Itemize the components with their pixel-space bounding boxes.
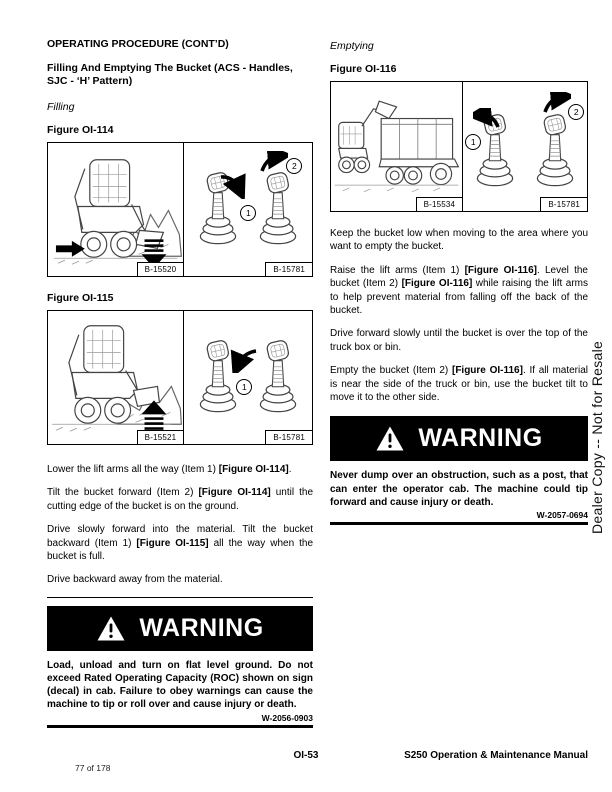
footer-page-count: 77 of 178 <box>75 763 111 773</box>
figure-oi115-joystick-panel <box>183 311 312 444</box>
warning-text: Never dump over an obstruction, such as a post, that can enter the operator cab. The machine could tip forward and cause injury or death. <box>330 470 588 508</box>
loader-digging-illustration <box>48 143 183 276</box>
figure-oi116-photo-panel <box>331 82 462 211</box>
figure-oi116-joystick-panel <box>462 82 587 211</box>
divider-line-thick <box>47 725 313 728</box>
warning-banner <box>47 606 313 651</box>
instruction-paragraph: Drive backward away from the material. <box>47 574 223 586</box>
emptying-instructions <box>330 227 588 404</box>
tilt-forward-arrow-icon <box>218 173 248 199</box>
level-bucket-arrow-icon <box>541 92 571 118</box>
dealer-copy-watermark: Dealer Copy -- Not for Resale <box>589 340 605 534</box>
divider-line <box>47 597 313 598</box>
warning-text: Load, unload and turn on flat level ground. Do not exceed Rated Operating Capacity (ROC) shown on sign (decal) in cab. Failure to obey warnings can cause the machine to tip or roll over and cause injury or death. <box>47 659 313 711</box>
instruction-paragraph: Lower the lift arms all the way (Item 1) [Figure OI-114]. <box>47 464 292 475</box>
item-1-badge: 1 <box>240 205 256 221</box>
section-title: Filling And Emptying The Bucket (ACS - Handles, SJC - ‘H’ Pattern) <box>47 62 293 87</box>
warning-triangle-icon <box>96 615 126 642</box>
filling-instructions <box>47 463 313 587</box>
right-joystick-illustration <box>255 328 301 424</box>
footer-page-code: OI-53 <box>293 750 319 761</box>
photo-number-label: B-15521 <box>137 430 184 445</box>
divider-line-thick <box>330 522 588 525</box>
tilt-back-arrow-icon <box>230 347 260 373</box>
warning-code: W-2057-0694 <box>536 510 588 521</box>
left-joystick-illustration <box>195 328 241 424</box>
filling-subheading: Filling <box>47 101 75 113</box>
instruction-paragraph: Keep the bucket low when moving to the area where you want to empty the bucket. <box>330 228 588 253</box>
figure-oi116 <box>330 81 588 212</box>
figure-oi115-photo-panel <box>48 311 183 444</box>
loader-dumping-into-truck-illustration <box>331 82 462 211</box>
footer-manual-title: S250 Operation & Maintenance Manual <box>404 750 588 761</box>
item-2-badge: 2 <box>568 104 584 120</box>
instruction-paragraph: Raise the lift arms (Item 1) [Figure OI-116]. Level the bucket (Item 2) [Figure OI-116] while raising the lift arms to help prevent material from falling off the back of the bucket. <box>330 264 589 317</box>
photo-number-label: B-15781 <box>265 430 312 445</box>
figure-oi115 <box>47 310 313 445</box>
warning-banner-label: WARNING <box>139 613 264 642</box>
item-1-badge: 1 <box>236 379 252 395</box>
warning-banner-label: WARNING <box>418 424 543 453</box>
right-column <box>330 38 588 525</box>
page-title: OPERATING PROCEDURE (CONT’D) <box>47 38 229 50</box>
photo-number-label: B-15781 <box>540 197 587 212</box>
emptying-subheading: Emptying <box>330 40 374 52</box>
raise-lift-arms-arrow-icon <box>473 108 503 134</box>
figure-oi114-photo-panel <box>48 143 183 276</box>
figure-oi114-joystick-panel <box>183 143 312 276</box>
warning-code: W-2056-0903 <box>261 712 313 723</box>
left-column <box>47 38 313 728</box>
instruction-paragraph: Tilt the bucket forward (Item 2) [Figure OI-114] until the cutting edge of the bucket is on the ground. <box>47 487 314 512</box>
photo-number-label: B-15534 <box>416 197 463 212</box>
figure-oi114-title: Figure OI-114 <box>47 124 114 136</box>
figure-oi114 <box>47 142 313 277</box>
instruction-paragraph: Drive forward slowly until the bucket is over the top of the truck box or bin. <box>330 328 588 353</box>
instruction-paragraph: Empty the bucket (Item 2) [Figure OI-116]. If all material is near the side of the truck or bin, use the bucket tilt to move it to the other side. <box>330 365 589 404</box>
warning-triangle-icon <box>375 425 405 452</box>
loader-scooping-illustration <box>48 311 183 444</box>
figure-oi116-title: Figure OI-116 <box>330 63 397 75</box>
warning-banner <box>330 416 588 461</box>
item-2-badge: 2 <box>286 158 302 174</box>
photo-number-label: B-15781 <box>265 262 312 277</box>
instruction-paragraph: Drive slowly forward into the material. Tilt the bucket backward (Item 1) [Figure OI-115] all the way when the bucket is full. <box>47 524 314 563</box>
tilt-back-arrow-icon <box>258 151 288 177</box>
photo-number-label: B-15520 <box>137 262 184 277</box>
figure-oi115-title: Figure OI-115 <box>47 292 114 304</box>
item-1-badge: 1 <box>465 134 481 150</box>
